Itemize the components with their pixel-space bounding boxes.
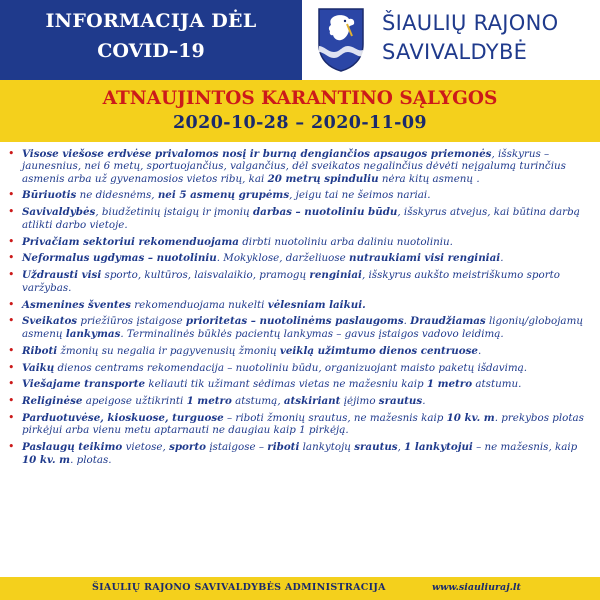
rule-emphasis: Savivaldybės — [22, 206, 96, 219]
bullet-icon: • — [8, 251, 15, 265]
banner-dates: 2020-10-28 – 2020-11-09 — [172, 113, 427, 133]
rule-text: – ne mažesnis, kaip — [472, 441, 578, 454]
rule-text: vietose, — [122, 441, 170, 454]
rule-item — [8, 206, 594, 231]
bullet-icon: • — [8, 343, 15, 357]
rule-item — [8, 378, 594, 390]
rule-emphasis: 10 kv. m — [22, 453, 71, 466]
rule-emphasis: 1 metro — [426, 378, 473, 391]
quarantine-rules-list — [8, 148, 594, 471]
banner-title: ATNAUJINTOS KARANTINO SĄLYGOS — [102, 88, 498, 109]
rule-item — [8, 395, 594, 407]
rule-text: dirbti nuotoliniu arba daliniu nuotoliniu. — [238, 235, 453, 248]
rule-emphasis: atskiriant — [283, 395, 341, 408]
rule-emphasis: Viešajame transporte — [22, 378, 146, 391]
title-banner — [0, 80, 600, 142]
rule-text: lankytojų — [299, 441, 355, 454]
rule-item — [8, 299, 594, 311]
rule-emphasis: Draudžiamas — [410, 315, 486, 328]
rule-text: – riboti žmonių srautus, ne mažesnis kaip — [223, 412, 447, 425]
rule-text: , — [397, 441, 405, 454]
bullet-icon: • — [8, 377, 15, 391]
bullet-icon: • — [8, 188, 15, 202]
rule-text: ligonių/globojamų asmenų — [22, 315, 583, 340]
municipality-name-line2: SAVIVALDYBĖ — [382, 40, 528, 64]
bullet-icon: • — [8, 147, 15, 160]
rule-emphasis: darbas – nuotoliniu būdu — [252, 206, 398, 219]
rule-text: atstumą, — [231, 395, 284, 408]
rule-emphasis: Sveikatos — [22, 315, 78, 328]
rule-text: , išskyrus aukšto meistriškumo sporto varžybas. — [22, 269, 560, 294]
rule-emphasis: veiklą užimtumo dienos centruose — [279, 344, 478, 357]
rule-text: sporto, kultūros, laisvalaikio, pramogų — [101, 269, 310, 282]
rule-item — [8, 345, 594, 357]
header — [0, 0, 600, 80]
municipality-branding — [302, 0, 600, 80]
rule-text: . — [403, 315, 411, 328]
rule-emphasis: nei 5 asmenų grupėms — [157, 189, 290, 202]
rule-text: apeigose užtikrinti — [82, 395, 187, 408]
bullet-icon: • — [8, 411, 15, 425]
rule-text: . — [500, 252, 504, 265]
rule-emphasis: riboti — [267, 441, 300, 454]
bullet-icon: • — [8, 440, 15, 454]
rule-emphasis: Riboti — [22, 344, 58, 357]
rule-text: , jeigu tai ne šeimos nariai. — [289, 189, 431, 202]
rule-emphasis: sporto — [169, 441, 206, 454]
rule-emphasis: 1 metro — [186, 395, 232, 408]
rule-text: rekomenduojama nukelti — [130, 298, 268, 311]
header-title-line1: INFORMACIJA DĖL — [45, 10, 257, 32]
rule-item — [8, 362, 594, 374]
rule-item — [8, 269, 594, 294]
rule-emphasis: Visose viešose erdvėse privalomos nosį ir burną dengiančios apsaugos priemonės — [22, 148, 492, 160]
rule-emphasis: 10 kv. m — [446, 412, 495, 425]
rule-emphasis: Būriuotis — [22, 189, 77, 202]
rule-text: dienos centrams rekomendacija – nuotoliniu būdu, organizuojant maisto paketų išdavimą. — [54, 361, 528, 374]
municipality-name-line1: ŠIAULIŲ RAJONO — [382, 11, 559, 35]
rule-emphasis: Religinėse — [22, 395, 83, 408]
rule-item — [8, 315, 594, 340]
rule-emphasis: nutraukiami visi renginiai — [349, 252, 501, 265]
rule-emphasis: Parduotuvėse, kioskuose, turguose — [22, 412, 224, 425]
rule-text: ne didesnėms, — [76, 189, 158, 202]
rule-text: , biudžetinių įstaigų ir įmonių — [95, 206, 253, 219]
rule-emphasis: Vaikų — [22, 361, 55, 374]
rule-text: . — [422, 395, 426, 408]
rule-emphasis: prioritetas – nuotolinėms paslaugoms — [185, 315, 404, 328]
bullet-icon: • — [8, 205, 15, 219]
rule-emphasis: Paslaugų teikimo — [22, 441, 123, 454]
rule-emphasis: srautus — [378, 395, 423, 408]
rule-emphasis: Uždrausti visi — [22, 269, 102, 282]
footer-organization: ŠIAULIŲ RAJONO SAVIVALDYBĖS ADMINISTRACIJA — [92, 582, 386, 593]
rule-text: priežiūros įstaigose — [77, 315, 186, 328]
municipality-coat-of-arms-icon — [316, 6, 366, 72]
bullet-icon: • — [8, 314, 15, 328]
rule-text: žmonių su negalia ir pagyvenusių žmonių — [57, 344, 280, 357]
rule-text: . Terminalinės būklės pacientų lankymas – gavus įstaigos vadovo leidimą. — [120, 327, 504, 340]
rule-emphasis: Privačiam sektoriui rekomenduojama — [22, 235, 239, 248]
rule-item — [8, 412, 594, 437]
rule-emphasis: srautus — [354, 441, 398, 454]
rule-item — [8, 441, 594, 466]
header-title-line2: COVID–19 — [97, 40, 205, 62]
rule-emphasis: 20 metrų spinduliu — [267, 172, 379, 185]
rule-emphasis: vėlesniam laikui. — [267, 298, 366, 311]
bullet-icon: • — [8, 297, 15, 311]
rule-item — [8, 236, 594, 248]
rule-text: , išskyrus atvejus, kai būtina darbą atlikti darbo vietoje. — [22, 206, 580, 231]
footer — [0, 577, 600, 600]
rule-text: , išskyrus – jaunesnius, nei 6 metų, sportuojančius, valgančius, dėl sveikatos negalinčius dėvėti neįgalumą turinčius asmenis arba už gyvenamosios vietos ribų, kai — [22, 148, 566, 185]
rule-item — [8, 148, 594, 185]
bullet-icon: • — [8, 394, 15, 408]
bullet-icon: • — [8, 234, 15, 248]
rule-emphasis: Neformalus ugdymas – nuotoliniu — [22, 252, 217, 265]
rule-emphasis: renginiai — [309, 269, 362, 282]
rule-text: . — [477, 344, 482, 357]
rule-text: įstaigose – — [205, 441, 268, 454]
rule-emphasis: lankymas — [65, 327, 121, 340]
rule-text: įėjimo — [340, 395, 379, 408]
rule-text: . Mokyklose, darželiuose — [216, 252, 350, 265]
covid-info-header — [0, 0, 302, 80]
bullet-icon: • — [8, 360, 15, 374]
rule-text: . plotas. — [70, 453, 112, 466]
bullet-icon: • — [8, 268, 15, 282]
rule-item — [8, 189, 594, 201]
rule-text: nėra kitų asmenų . — [378, 172, 480, 185]
rule-emphasis: Asmenines šventes — [22, 298, 131, 311]
footer-website-link[interactable]: www.siauliuraj.lt — [432, 582, 521, 593]
rule-text: . prekybos plotas pirkėjui arba vienu metu aptarnauti ne daugiau kaip 1 pirkėją. — [22, 412, 584, 437]
rule-item — [8, 252, 594, 264]
rule-emphasis: 1 lankytojui — [404, 441, 473, 454]
rule-text: keliauti tik užimant sėdimas vietas ne mažesniu kaip — [145, 378, 427, 391]
rule-text: atstumu. — [472, 378, 522, 391]
